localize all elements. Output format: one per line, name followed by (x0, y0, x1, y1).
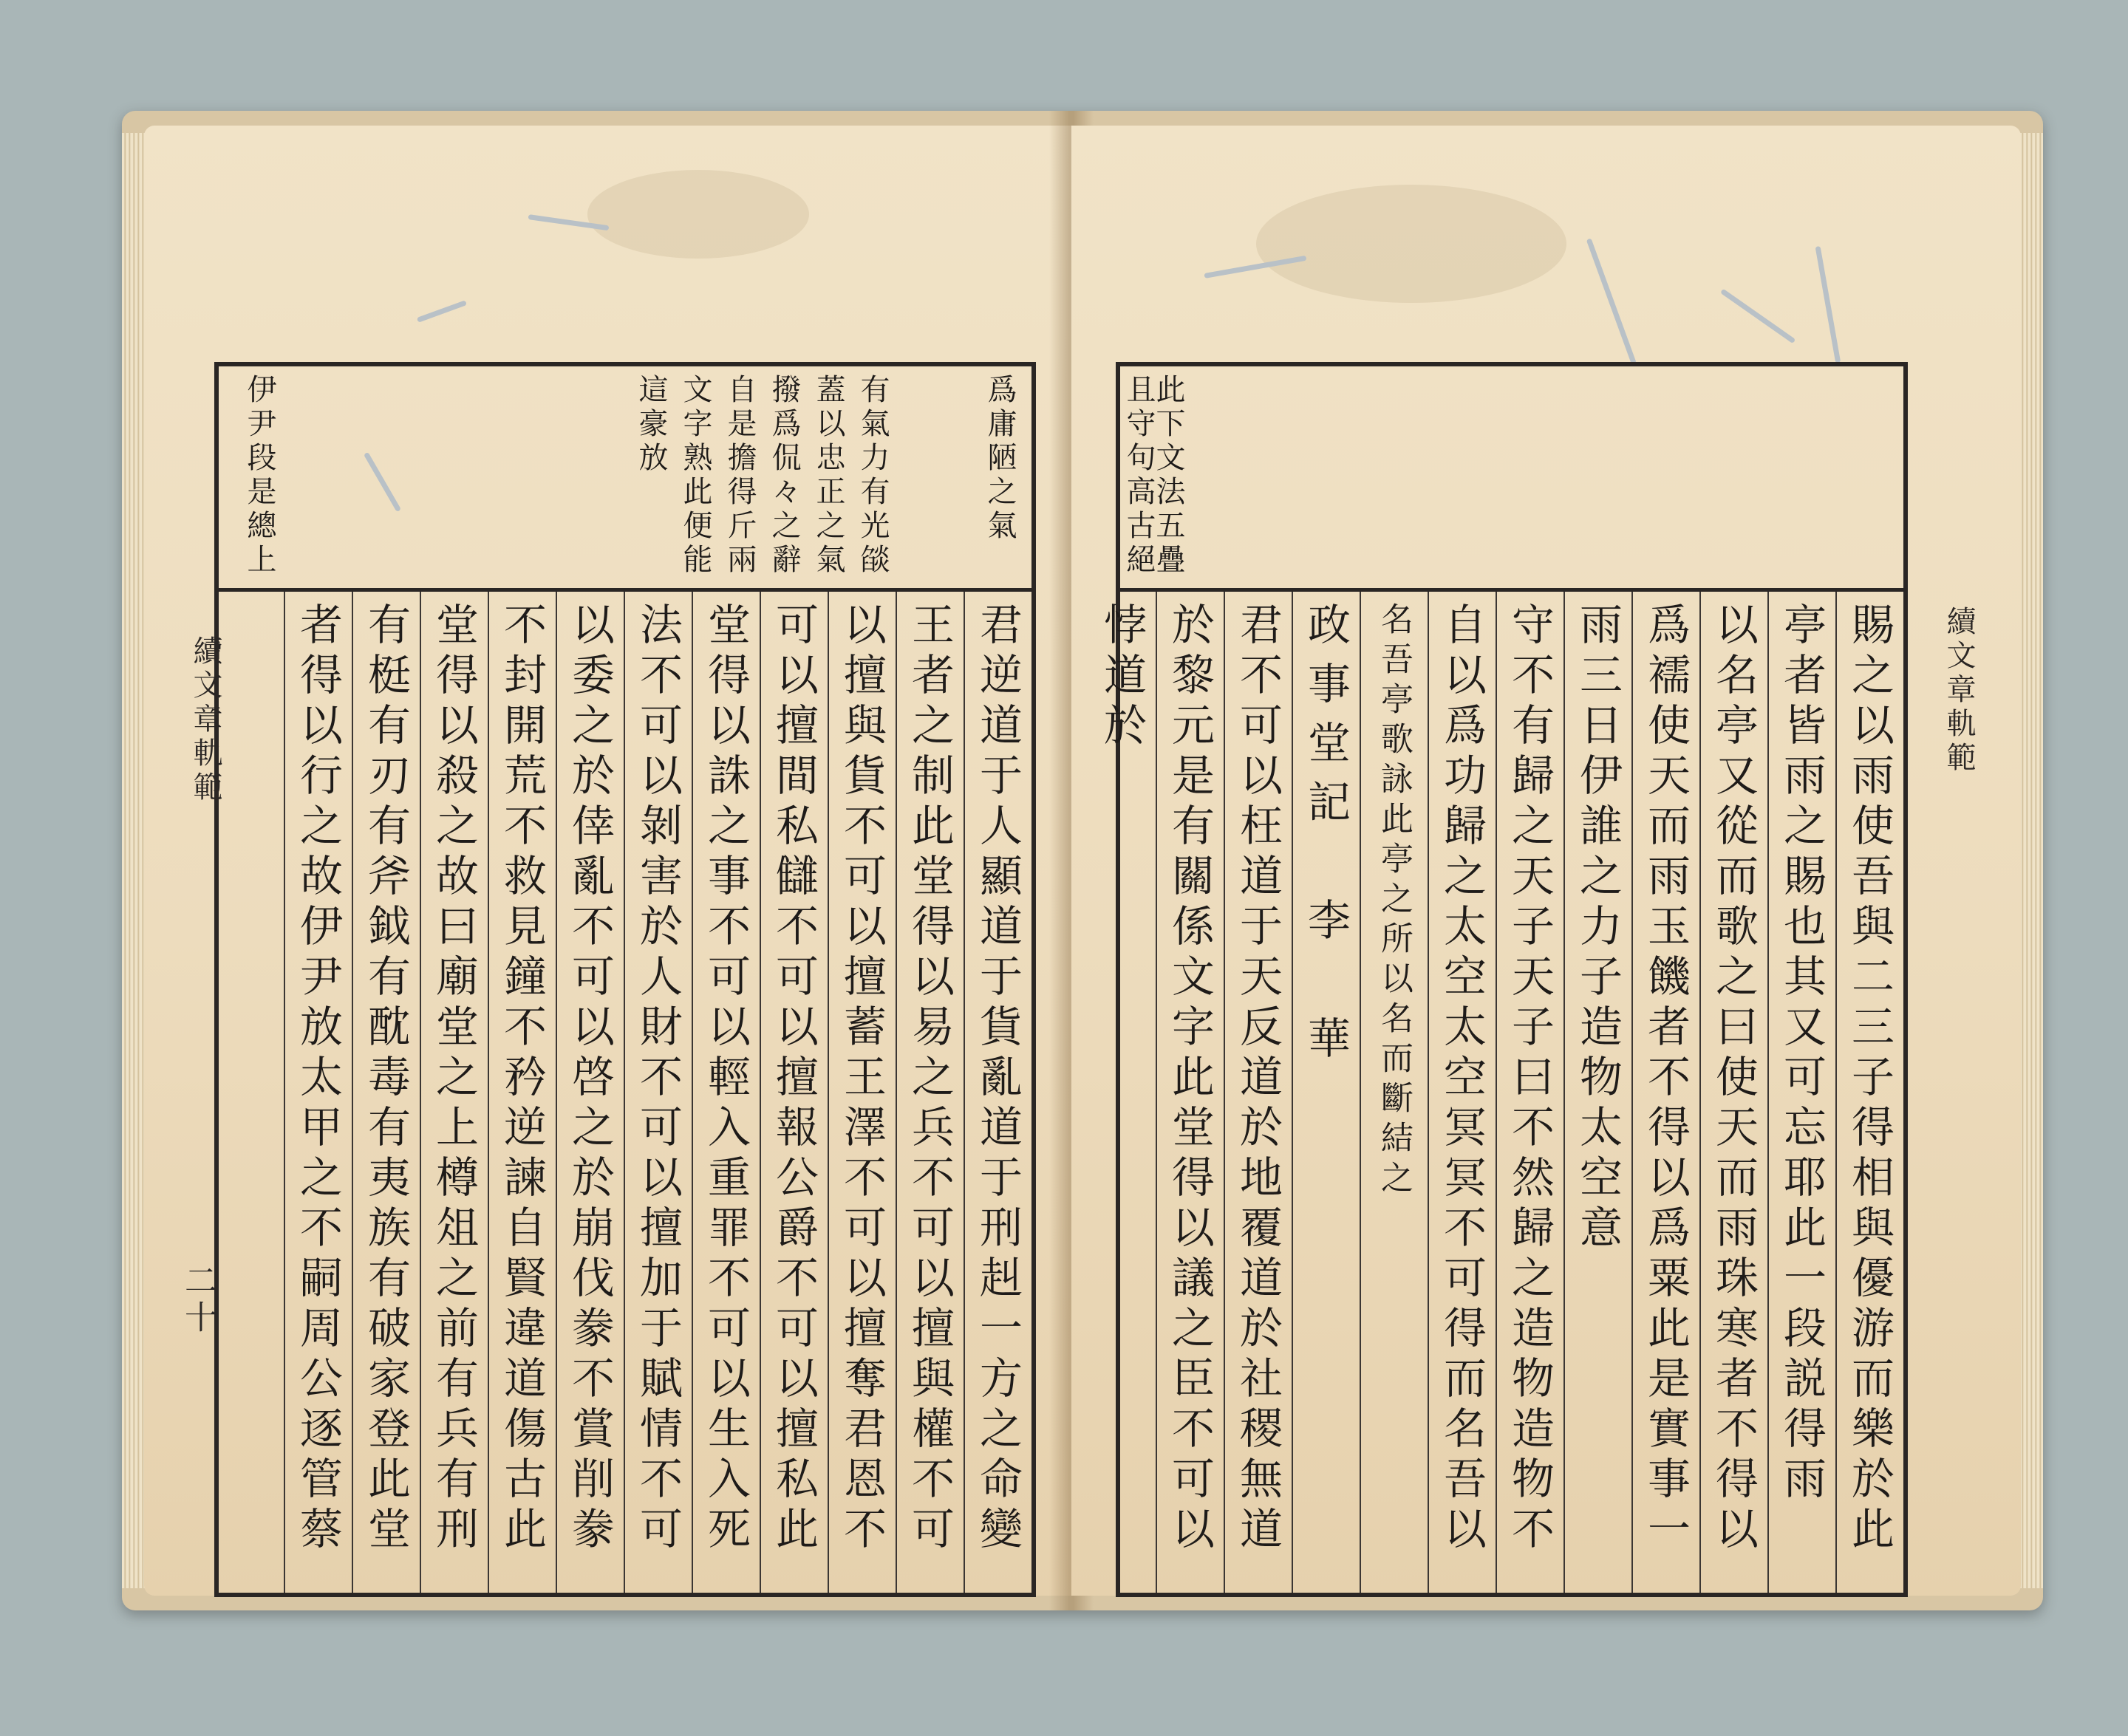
headnote: 伊尹段是總上 (242, 374, 276, 578)
margin-title: 續文章軌範 (188, 635, 222, 805)
headnote: 自是擔得斤兩 (723, 374, 757, 578)
left-page (144, 126, 1071, 1596)
text-column: 君逆道于人顯道于貨亂道于刑赳一方之命變 (964, 592, 1031, 1593)
paper-stain (587, 170, 809, 259)
headnote: 這豪放 (634, 374, 668, 476)
text-column: 不封開荒不救見鐘不矜逆諫自賢違道傷古此 (488, 592, 556, 1593)
text-column: 堂得以殺之故曰廟堂之上樽俎之前有兵有刑 (420, 592, 488, 1593)
text-column: 自以爲功歸之太空太空冥冥不可得而名吾以 (1428, 592, 1496, 1593)
left-headnote-area (219, 366, 1031, 592)
margin-title: 續文章軌範 (1942, 606, 1976, 776)
paper-stain (1256, 185, 1566, 303)
text-column: 名吾亭歌詠此亭之所以名而斷結之 (1360, 592, 1428, 1593)
right-page (1071, 126, 2021, 1596)
open-book (122, 111, 2043, 1610)
headnote: 爲庸陋之氣 (983, 374, 1017, 544)
text-column: 亭者皆雨之賜也其又可忘耶此一段説得雨 (1767, 592, 1835, 1593)
text-column: 者得以行之故伊尹放太甲之不嗣周公逐管蔡 (284, 592, 352, 1593)
headnote: 撥爲侃々之辭 (767, 374, 801, 578)
headnote: 蓋以忠正之氣 (811, 374, 845, 578)
worm-hole (1720, 289, 1796, 344)
text-column: 爲襦使天而雨玉饑者不得以爲粟此是實事一 (1631, 592, 1699, 1593)
folio-number: 二十 (179, 1263, 216, 1337)
text-column: 於黎元是有關係文字此堂得以議之臣不可以悖道於 (1156, 592, 1224, 1593)
headnote: 文字熟此便能 (678, 374, 712, 578)
left-main-text (219, 592, 1031, 1593)
headnote: 此下文法五疊 (1151, 374, 1185, 578)
text-column: 法不可以剝害於人財不可以擅加于賦情不可 (624, 592, 692, 1593)
text-column: 守不有歸之天子天子曰不然歸之造物造物不 (1496, 592, 1563, 1593)
text-column: 有梃有刃有斧鉞有酖毒有夷族有破家登此堂 (352, 592, 420, 1593)
text-column: 以擅與貨不可以擅蓄王澤不可以擅奪君恩不 (828, 592, 896, 1593)
text-column: 以名亭又從而歌之曰使天而雨珠寒者不得以 (1699, 592, 1767, 1593)
right-text-frame (1097, 362, 1908, 1597)
text-column: 雨三日伊誰之力子造物太空意 (1563, 592, 1631, 1593)
text-column: 君不可以枉道于天反道於地覆道於社稷無道 (1224, 592, 1292, 1593)
text-column: 以委之於倖亂不可以啓之於崩伐豢不賞削豢 (556, 592, 624, 1593)
text-column: 可以擅間私讎不可以擅報公爵不可以擅私此 (760, 592, 828, 1593)
headnote: 且守句高古絕 (1122, 374, 1156, 578)
text-column: 堂得以誅之事不可以輕入重罪不可以生入死 (692, 592, 760, 1593)
right-main-text (1097, 592, 1903, 1593)
worm-hole (1586, 238, 1637, 365)
section-title: 政事堂記 李 華 (1292, 592, 1360, 1593)
headnote: 有氣力有光燄 (856, 374, 890, 578)
worm-hole (1815, 246, 1841, 363)
text-column: 賜之以雨使吾與二三子得相與優游而樂於此 (1835, 592, 1903, 1593)
worm-hole (417, 300, 467, 323)
text-column: 王者之制此堂得以易之兵不可以擅與權不可 (896, 592, 964, 1593)
right-headnote-area (1120, 366, 1903, 592)
left-text-frame (214, 362, 1036, 1597)
